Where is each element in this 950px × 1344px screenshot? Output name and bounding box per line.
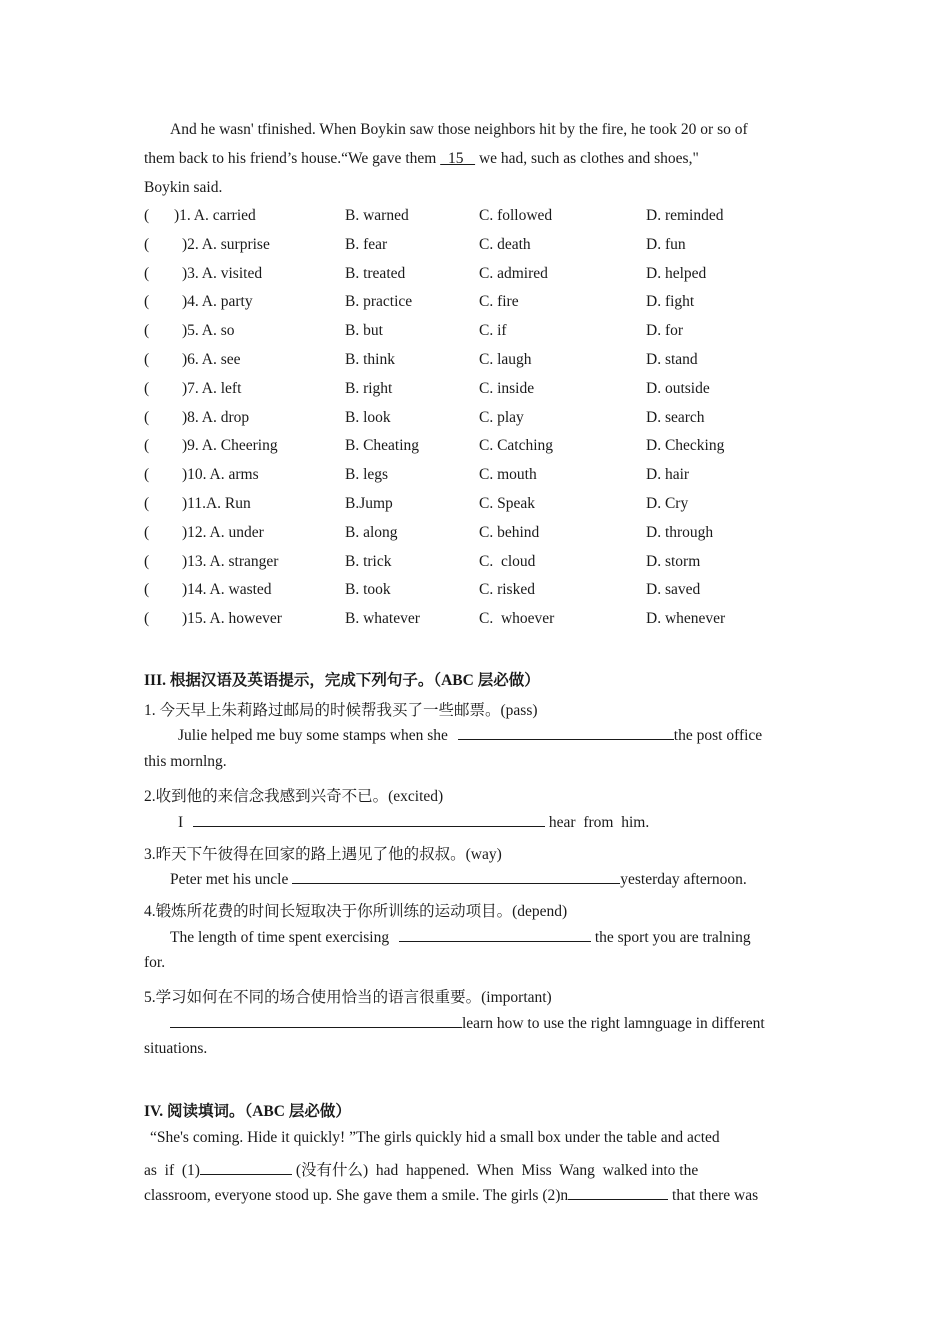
option-b: B. fear xyxy=(345,235,388,253)
intro-line-2 xyxy=(144,150,699,168)
option-d: D. for xyxy=(646,322,684,340)
reading-line-2-text-a: as if (1) xyxy=(144,1162,200,1179)
option-d: D. helped xyxy=(646,264,707,282)
reading-line-3 xyxy=(144,1184,758,1205)
option-a: )6. A. see xyxy=(182,351,241,368)
option-c: C. mouth xyxy=(479,466,537,484)
option-row xyxy=(144,236,844,265)
q3-chinese: 3.昨天下午彼得在回家的路上遇见了他的叔叔。(way) xyxy=(144,846,502,863)
option-b: B. took xyxy=(345,581,391,599)
option-b: B. Cheating xyxy=(345,437,420,455)
q1-answer-blank[interactable] xyxy=(458,724,674,740)
q3-english xyxy=(170,868,747,889)
q2-text-a: I xyxy=(178,814,188,831)
reading-blank-2[interactable] xyxy=(568,1184,668,1200)
option-d: D. stand xyxy=(646,351,698,368)
option-b: B. whatever xyxy=(345,610,420,628)
answer-paren[interactable]: ( xyxy=(144,207,150,224)
option-c: C. whoever xyxy=(479,610,555,628)
q4-chinese: 4.锻炼所花费的时间长短取决于你所训练的运动项目。(depend) xyxy=(144,903,568,920)
q4-text-a: The length of time spent exercising xyxy=(170,929,393,946)
reading-line-3-text-b: that there was xyxy=(668,1187,759,1204)
option-row xyxy=(144,409,844,438)
option-d: D. reminded xyxy=(646,207,724,224)
answer-paren[interactable]: ( xyxy=(144,610,150,628)
option-c: C. admired xyxy=(479,264,548,282)
answer-paren[interactable]: ( xyxy=(144,351,150,368)
answer-paren[interactable]: ( xyxy=(144,293,150,311)
q3-text-b: yesterday afternoon. xyxy=(620,871,747,888)
option-row xyxy=(144,495,844,524)
option-row xyxy=(144,553,844,582)
option-c: C. Speak xyxy=(479,495,535,512)
option-d: D. fun xyxy=(646,235,686,253)
intro-line-2-text-a: them back to his friend’s house.“We gave them xyxy=(144,150,441,167)
q4-english-cont: for. xyxy=(144,954,166,971)
option-row xyxy=(144,293,844,322)
option-d: D. hair xyxy=(646,466,690,484)
option-d: D. storm xyxy=(646,552,701,570)
option-a: )4. A. party xyxy=(182,293,253,311)
option-c: C. behind xyxy=(479,523,540,541)
section-4-heading: IV. 阅读填词。（ABC 层必做） xyxy=(144,1103,351,1120)
q1-text-a: Julie helped me buy some stamps when she xyxy=(178,727,452,744)
option-d: D. whenever xyxy=(646,610,726,628)
option-row xyxy=(144,207,844,236)
option-a: )14. A. wasted xyxy=(182,581,272,599)
option-c: C. Catching xyxy=(479,437,554,455)
q2-answer-blank[interactable] xyxy=(193,811,545,827)
option-b: B.Jump xyxy=(345,495,393,512)
option-row xyxy=(144,437,844,466)
answer-paren[interactable]: ( xyxy=(144,523,150,541)
option-a: )11.A. Run xyxy=(182,495,251,512)
option-a: )5. A. so xyxy=(182,322,235,340)
blank-15: 15 xyxy=(440,150,476,167)
option-row xyxy=(144,322,844,351)
option-b: B. right xyxy=(345,379,393,397)
q4-english xyxy=(170,926,751,947)
q4-answer-blank[interactable] xyxy=(399,926,591,942)
q1-english xyxy=(178,724,762,745)
option-a: )7. A. left xyxy=(182,379,242,397)
q2-chinese: 2.收到他的来信念我感到兴奇不已。(excited) xyxy=(144,788,444,805)
option-a: )2. A. surprise xyxy=(182,235,270,253)
option-c: C. risked xyxy=(479,581,535,599)
option-a: )12. A. under xyxy=(182,523,264,541)
reading-line-2-text-b: (没有什么) had happened. When Miss Wang walked into the xyxy=(291,1162,699,1179)
q3-text-a: Peter met his uncle xyxy=(170,871,293,888)
answer-paren[interactable]: ( xyxy=(144,466,150,484)
option-row xyxy=(144,380,844,409)
option-b: B. warned xyxy=(345,207,409,224)
option-a: )3. A. visited xyxy=(182,264,263,282)
option-row xyxy=(144,610,844,639)
option-c: C. laugh xyxy=(479,351,532,368)
q5-text-b: learn how to use the right lamnguage in different xyxy=(462,1015,765,1032)
answer-paren[interactable]: ( xyxy=(144,322,150,340)
answer-paren[interactable]: ( xyxy=(144,581,150,599)
q2-text-b: hear from him. xyxy=(545,814,650,831)
option-row xyxy=(144,351,844,380)
option-a: )15. A. however xyxy=(182,610,282,628)
option-b: B. think xyxy=(345,351,395,368)
reading-line-2 xyxy=(144,1158,698,1180)
option-d: D. through xyxy=(646,523,714,541)
option-c: C. fire xyxy=(479,293,519,311)
answer-paren[interactable]: ( xyxy=(144,264,150,282)
option-c: C. followed xyxy=(479,207,553,224)
q5-english-cont: situations. xyxy=(144,1040,208,1057)
intro-line-2-text-b: we had, such as clothes and shoes," xyxy=(475,150,699,167)
q4-text-b: the sport you are tralning xyxy=(590,929,751,946)
answer-paren[interactable]: ( xyxy=(144,408,150,426)
option-row xyxy=(144,265,844,294)
q1-chinese: 1. 今天早上朱莉路过邮局的时候帮我买了一些邮票。(pass) xyxy=(144,702,538,719)
option-d: D. saved xyxy=(646,581,701,599)
section-3-heading: III. 根据汉语及英语提示，完成下列句子。（ABC 层必做） xyxy=(144,672,540,689)
option-b: B. treated xyxy=(345,264,406,282)
option-b: B. trick xyxy=(345,552,392,570)
option-row xyxy=(144,581,844,610)
option-row xyxy=(144,524,844,553)
option-d: D. Cry xyxy=(646,495,689,512)
reading-line-3-text-a: classroom, everyone stood up. She gave them a smile. The girls (2)n xyxy=(144,1187,569,1204)
option-a: )13. A. stranger xyxy=(182,552,279,570)
q5-answer-blank[interactable] xyxy=(170,1012,462,1028)
intro-line-1: And he wasn' tfinished. When Boykin saw those neighbors hit by the fire, he took 20 or so of xyxy=(170,121,748,138)
answer-paren[interactable]: ( xyxy=(144,552,150,570)
option-d: D. Checking xyxy=(646,437,725,455)
intro-line-3: Boykin said. xyxy=(144,179,223,196)
answer-paren[interactable]: ( xyxy=(144,437,150,455)
answer-paren[interactable]: ( xyxy=(144,235,150,253)
option-b: B. look xyxy=(345,408,391,426)
option-a: )8. A. drop xyxy=(182,408,250,426)
option-d: D. fight xyxy=(646,293,695,311)
option-b: B. practice xyxy=(345,293,413,311)
q2-english xyxy=(178,811,649,832)
option-c: C. if xyxy=(479,322,507,340)
option-d: D. outside xyxy=(646,379,710,397)
option-b: B. but xyxy=(345,322,383,340)
option-c: C. cloud xyxy=(479,552,536,570)
q5-chinese: 5.学习如何在不同的场合使用恰当的语言很重要。(important) xyxy=(144,989,552,1006)
option-a: )1. A. carried xyxy=(174,207,256,224)
answer-paren[interactable]: ( xyxy=(144,379,150,397)
option-d: D. search xyxy=(646,408,705,426)
option-c: C. play xyxy=(479,408,524,426)
option-b: B. legs xyxy=(345,466,389,484)
answer-paren[interactable]: ( xyxy=(144,495,150,512)
q5-english xyxy=(170,1012,765,1033)
option-c: C. inside xyxy=(479,379,535,397)
option-a: )10. A. arms xyxy=(182,466,259,484)
option-c: C. death xyxy=(479,235,531,253)
reading-blank-1[interactable] xyxy=(200,1159,292,1175)
q1-english-cont: this mornlng. xyxy=(144,753,227,770)
option-b: B. along xyxy=(345,523,398,541)
q1-text-b: the post office xyxy=(673,727,763,744)
option-a: )9. A. Cheering xyxy=(182,437,278,455)
reading-line-1: “She's coming. Hide it quickly! ”The girls quickly hid a small box under the table and acted xyxy=(150,1129,720,1146)
q3-answer-blank[interactable] xyxy=(292,868,620,884)
option-row xyxy=(144,466,844,495)
